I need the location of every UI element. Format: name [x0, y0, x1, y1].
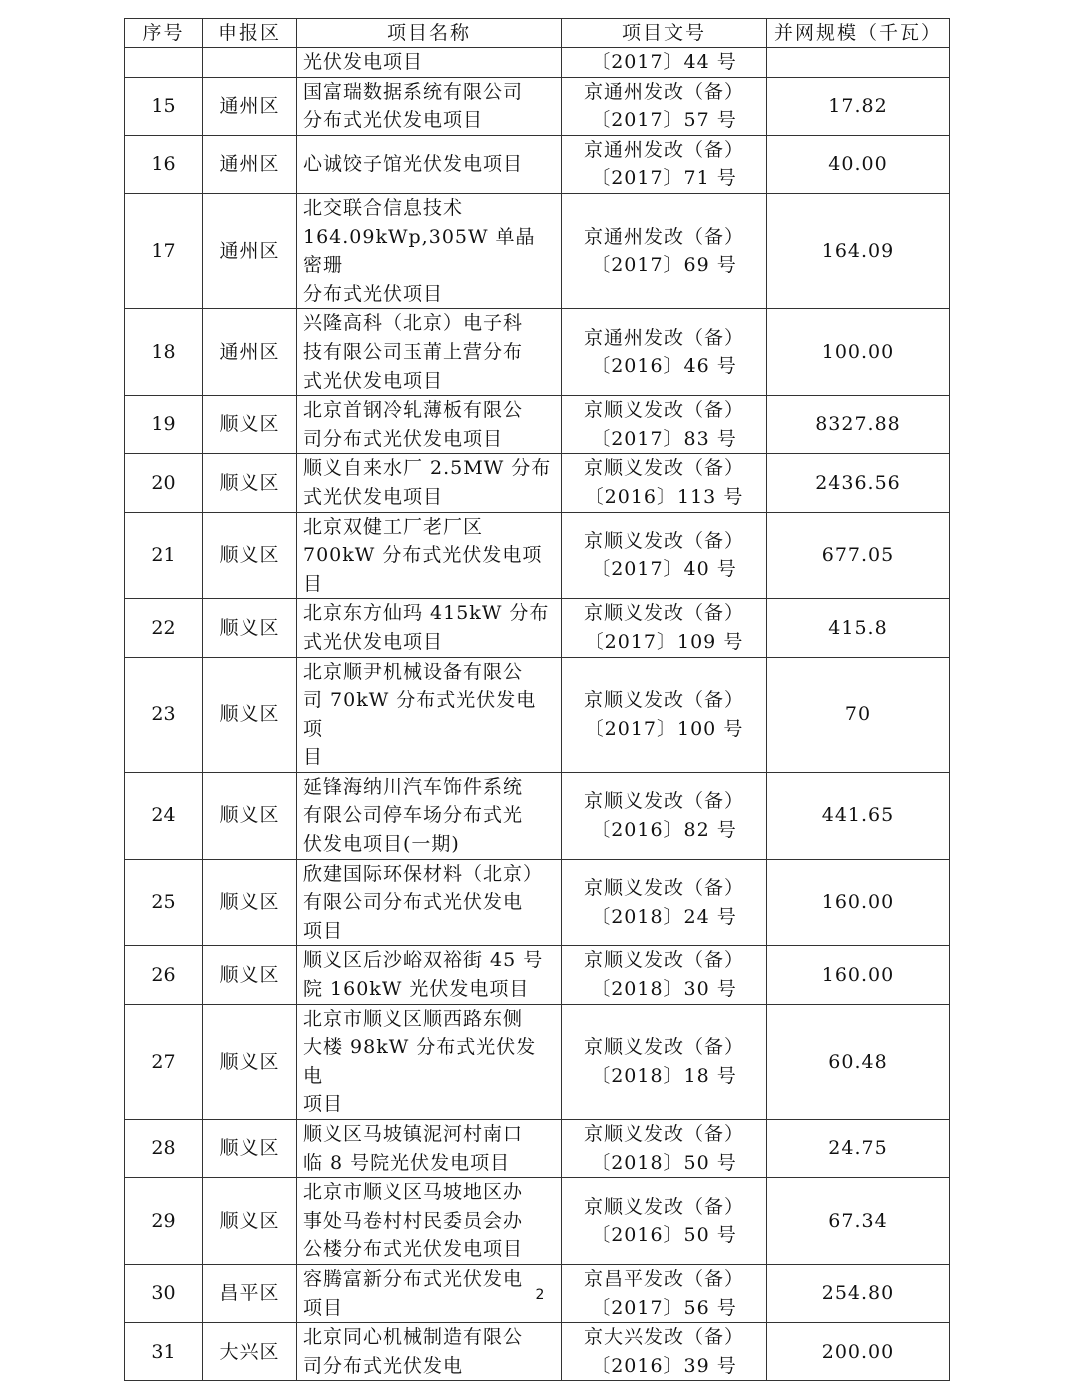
table-row: [125, 946, 950, 1004]
cell-project-name-line: 目: [303, 746, 324, 769]
cell-capacity: 60.48: [767, 1004, 950, 1119]
cell-district: 顺义区: [203, 657, 297, 772]
cell-capacity: 70: [767, 657, 950, 772]
cell-document-no-line: 〔2016〕39 号: [591, 1354, 737, 1377]
cell-serial-no: 17: [125, 193, 203, 308]
cell-project-name: [297, 77, 562, 135]
cell-capacity: 2436.56: [767, 454, 950, 512]
cell-document-no-line: 〔2018〕24 号: [591, 905, 737, 928]
cell-project-name-line: 项目: [303, 919, 344, 942]
cell-project-name: [297, 657, 562, 772]
table-row: [125, 512, 950, 599]
cell-capacity: 67.34: [767, 1178, 950, 1265]
cell-document-no-line: 京昌平发改（备）: [583, 1268, 744, 1291]
cell-project-name: [297, 48, 562, 78]
cell-project-name-line: 欣建国际环保材料（北京）: [303, 862, 544, 885]
cell-document-no-line: 京通州发改（备）: [583, 225, 744, 248]
cell-project-name-line: 顺义区后沙峪双裕街 45 号: [303, 949, 544, 972]
cell-project-name: [297, 135, 562, 193]
cell-project-name: [297, 193, 562, 308]
cell-document-no: [562, 772, 767, 859]
cell-project-name-line: 项目: [303, 1296, 344, 1319]
cell-document-no-line: 京大兴发改（备）: [583, 1326, 744, 1349]
cell-serial-no: 30: [125, 1265, 203, 1323]
cell-document-no: [562, 1323, 767, 1381]
cell-document-no-line: 〔2016〕46 号: [591, 355, 737, 378]
cell-document-no-line: 京顺义发改（备）: [583, 602, 744, 625]
cell-document-no-line: 〔2017〕56 号: [591, 1296, 737, 1319]
cell-capacity: 160.00: [767, 946, 950, 1004]
cell-project-name-line: 分布式光伏项目: [303, 282, 444, 305]
cell-serial-no: 25: [125, 859, 203, 946]
cell-document-no: [562, 77, 767, 135]
cell-document-no-line: 〔2017〕71 号: [591, 167, 737, 190]
cell-project-name-line: 院 160kW 光伏发电项目: [303, 978, 530, 1001]
table-header-row: [125, 19, 950, 48]
cell-document-no: [562, 135, 767, 193]
cell-capacity: [767, 48, 950, 78]
cell-district: 通州区: [203, 77, 297, 135]
cell-project-name-line: 北京首钢冷轧薄板有限公: [303, 399, 524, 422]
cell-document-no: [562, 599, 767, 657]
cell-document-no: [562, 309, 767, 396]
cell-project-name-line: 司 70kW 分布式光伏发电项: [303, 689, 537, 740]
cell-district: 顺义区: [203, 1004, 297, 1119]
table-row: [125, 77, 950, 135]
cell-document-no: [562, 396, 767, 454]
cell-project-name: [297, 599, 562, 657]
cell-document-no-line: 京顺义发改（备）: [583, 1123, 744, 1146]
cell-capacity: 415.8: [767, 599, 950, 657]
cell-document-no: [562, 1004, 767, 1119]
cell-serial-no: 21: [125, 512, 203, 599]
cell-district: 顺义区: [203, 599, 297, 657]
cell-serial-no: 29: [125, 1178, 203, 1265]
table-row: [125, 1120, 950, 1178]
cell-document-no: [562, 48, 767, 78]
cell-serial-no: [125, 48, 203, 78]
cell-project-name-line: 国富瑞数据系统有限公司: [303, 80, 524, 103]
cell-serial-no: 26: [125, 946, 203, 1004]
cell-document-no-line: 〔2017〕109 号: [584, 630, 744, 653]
cell-document-no-line: 京顺义发改（备）: [583, 876, 744, 899]
table-row: [125, 309, 950, 396]
cell-project-name-line: 心诚饺子馆光伏发电项目: [303, 153, 524, 176]
cell-document-no-line: 〔2017〕83 号: [591, 427, 737, 450]
page-number: 2: [535, 1287, 545, 1303]
cell-project-name-line: 分布式光伏发电项目: [303, 109, 484, 132]
cell-project-name-line: 式光伏发电项目: [303, 485, 444, 508]
cell-district: 顺义区: [203, 512, 297, 599]
cell-capacity: 254.80: [767, 1265, 950, 1323]
cell-project-name: [297, 396, 562, 454]
cell-document-no: [562, 512, 767, 599]
cell-serial-no: 24: [125, 772, 203, 859]
cell-document-no-line: 京顺义发改（备）: [583, 457, 744, 480]
table-row: [125, 1178, 950, 1265]
cell-serial-no: 23: [125, 657, 203, 772]
header-serial-no: 序号: [125, 19, 203, 48]
cell-project-name-line: 有限公司停车场分布式光: [303, 804, 524, 827]
cell-capacity: 100.00: [767, 309, 950, 396]
cell-capacity: 441.65: [767, 772, 950, 859]
cell-project-name-line: 伏发电项目(一期): [303, 833, 460, 856]
table-row: [125, 1323, 950, 1381]
cell-capacity: 200.00: [767, 1323, 950, 1381]
cell-capacity: 8327.88: [767, 396, 950, 454]
cell-district: 通州区: [203, 193, 297, 308]
table-row: [125, 657, 950, 772]
cell-document-no-line: 〔2017〕44 号: [591, 51, 737, 73]
cell-document-no-line: 〔2017〕69 号: [591, 254, 737, 277]
cell-document-no: [562, 454, 767, 512]
cell-document-no-line: 〔2018〕50 号: [591, 1151, 737, 1174]
cell-serial-no: 18: [125, 309, 203, 396]
cell-capacity: 164.09: [767, 193, 950, 308]
cell-project-name-line: 式光伏发电项目: [303, 369, 444, 392]
header-document-no: 项目文号: [562, 19, 767, 48]
project-table: [124, 18, 950, 1381]
cell-serial-no: 19: [125, 396, 203, 454]
cell-serial-no: 27: [125, 1004, 203, 1119]
cell-project-name-line: 164.09kWp,305W 单晶密珊: [303, 225, 536, 277]
cell-capacity: 17.82: [767, 77, 950, 135]
cell-project-name: [297, 1004, 562, 1119]
cell-project-name: [297, 1323, 562, 1381]
cell-project-name-line: 项目: [303, 1093, 344, 1116]
cell-project-name-line: 临 8 号院光伏发电项目: [303, 1151, 511, 1174]
table-row: [125, 48, 950, 78]
cell-capacity: 24.75: [767, 1120, 950, 1178]
cell-project-name-line: 技有限公司玉莆上营分布: [303, 340, 524, 363]
cell-project-name-line: 顺义自来水厂 2.5MW 分布: [303, 457, 552, 480]
cell-district: 大兴区: [203, 1323, 297, 1381]
cell-document-no-line: 〔2018〕18 号: [591, 1064, 737, 1087]
table-row: [125, 772, 950, 859]
header-project-name: 项目名称: [297, 19, 562, 48]
cell-document-no-line: 〔2016〕82 号: [591, 818, 737, 841]
header-capacity: 并网规模（千瓦）: [767, 19, 950, 48]
cell-document-no-line: 京通州发改（备）: [583, 326, 744, 349]
cell-document-no-line: 〔2017〕100 号: [584, 717, 744, 740]
cell-project-name: [297, 454, 562, 512]
cell-district: 通州区: [203, 135, 297, 193]
cell-project-name-line: 北京顺尹机械设备有限公: [303, 660, 524, 683]
cell-serial-no: 31: [125, 1323, 203, 1381]
cell-project-name-line: 北京东方仙玛 415kW 分布: [303, 602, 550, 625]
cell-project-name-line: 光伏发电项目: [303, 51, 424, 73]
cell-project-name-line: 北京市顺义区马坡地区办: [303, 1181, 524, 1204]
cell-serial-no: 22: [125, 599, 203, 657]
cell-district: 顺义区: [203, 859, 297, 946]
cell-document-no-line: 京通州发改（备）: [583, 138, 744, 161]
cell-serial-no: 20: [125, 454, 203, 512]
cell-document-no-line: 京顺义发改（备）: [583, 1036, 744, 1059]
cell-project-name-line: 容腾富新分布式光伏发电: [303, 1268, 524, 1291]
cell-document-no-line: 〔2016〕113 号: [584, 485, 744, 508]
cell-document-no-line: 京顺义发改（备）: [583, 1195, 744, 1218]
table-row: [125, 859, 950, 946]
cell-document-no: [562, 859, 767, 946]
cell-document-no-line: 京顺义发改（备）: [583, 529, 744, 552]
cell-project-name-line: 兴隆高科（北京）电子科: [303, 312, 524, 335]
cell-project-name-line: 北交联合信息技术: [303, 196, 464, 219]
table-row: [125, 135, 950, 193]
cell-document-no-line: 〔2017〕57 号: [591, 109, 737, 132]
cell-project-name: [297, 1178, 562, 1265]
cell-document-no-line: 京顺义发改（备）: [583, 790, 744, 813]
table-row: [125, 454, 950, 512]
cell-capacity: 40.00: [767, 135, 950, 193]
cell-project-name-line: 大楼 98kW 分布式光伏发电: [303, 1036, 537, 1087]
cell-project-name: [297, 946, 562, 1004]
cell-project-name-line: 有限公司分布式光伏发电: [303, 891, 524, 914]
cell-document-no-line: 〔2016〕50 号: [591, 1224, 737, 1247]
cell-serial-no: 28: [125, 1120, 203, 1178]
cell-project-name-line: 700kW 分布式光伏发电项: [303, 544, 543, 567]
cell-project-name-line: 式光伏发电项目: [303, 630, 444, 653]
cell-project-name-line: 目: [303, 572, 324, 595]
cell-document-no-line: 京通州发改（备）: [583, 80, 744, 103]
table-row: [125, 396, 950, 454]
cell-project-name-line: 北京双健工厂老厂区: [303, 515, 484, 538]
table-row: [125, 1004, 950, 1119]
cell-document-no-line: 〔2017〕40 号: [591, 558, 737, 581]
cell-document-no: [562, 1178, 767, 1265]
cell-document-no: [562, 1120, 767, 1178]
cell-document-no-line: 京顺义发改（备）: [583, 949, 744, 972]
cell-district: 通州区: [203, 309, 297, 396]
cell-capacity: 160.00: [767, 859, 950, 946]
cell-project-name-line: 延锋海纳川汽车饰件系统: [303, 775, 524, 798]
cell-district: 顺义区: [203, 1178, 297, 1265]
cell-district: 昌平区: [203, 1265, 297, 1323]
cell-district: 顺义区: [203, 772, 297, 859]
cell-project-name: [297, 772, 562, 859]
cell-district: 顺义区: [203, 1120, 297, 1178]
cell-project-name: [297, 859, 562, 946]
table-body: [125, 48, 950, 1381]
table-row: [125, 599, 950, 657]
cell-document-no: [562, 946, 767, 1004]
cell-document-no: [562, 657, 767, 772]
cell-project-name: [297, 512, 562, 599]
cell-project-name-line: 顺义区马坡镇泥河村南口: [303, 1123, 524, 1146]
cell-project-name: [297, 1120, 562, 1178]
cell-document-no: [562, 193, 767, 308]
cell-serial-no: 15: [125, 77, 203, 135]
cell-document-no-line: 京顺义发改（备）: [583, 689, 744, 712]
header-district: 申报区: [203, 19, 297, 48]
cell-district: [203, 48, 297, 78]
cell-project-name-line: 北京同心机械制造有限公: [303, 1326, 524, 1349]
table-row: [125, 193, 950, 308]
cell-document-no-line: 〔2018〕30 号: [591, 978, 737, 1001]
cell-document-no-line: 京顺义发改（备）: [583, 399, 744, 422]
cell-project-name-line: 北京市顺义区顺西路东侧: [303, 1007, 524, 1030]
cell-serial-no: 16: [125, 135, 203, 193]
cell-district: 顺义区: [203, 946, 297, 1004]
cell-project-name-line: 公楼分布式光伏发电项目: [303, 1238, 524, 1261]
cell-project-name-line: 事处马卷村村民委员会办: [303, 1209, 524, 1232]
cell-project-name: [297, 309, 562, 396]
cell-district: 顺义区: [203, 454, 297, 512]
cell-project-name-line: 司分布式光伏发电: [303, 1354, 464, 1377]
cell-district: 顺义区: [203, 396, 297, 454]
cell-project-name-line: 司分布式光伏发电项目: [303, 427, 504, 450]
cell-capacity: 677.05: [767, 512, 950, 599]
